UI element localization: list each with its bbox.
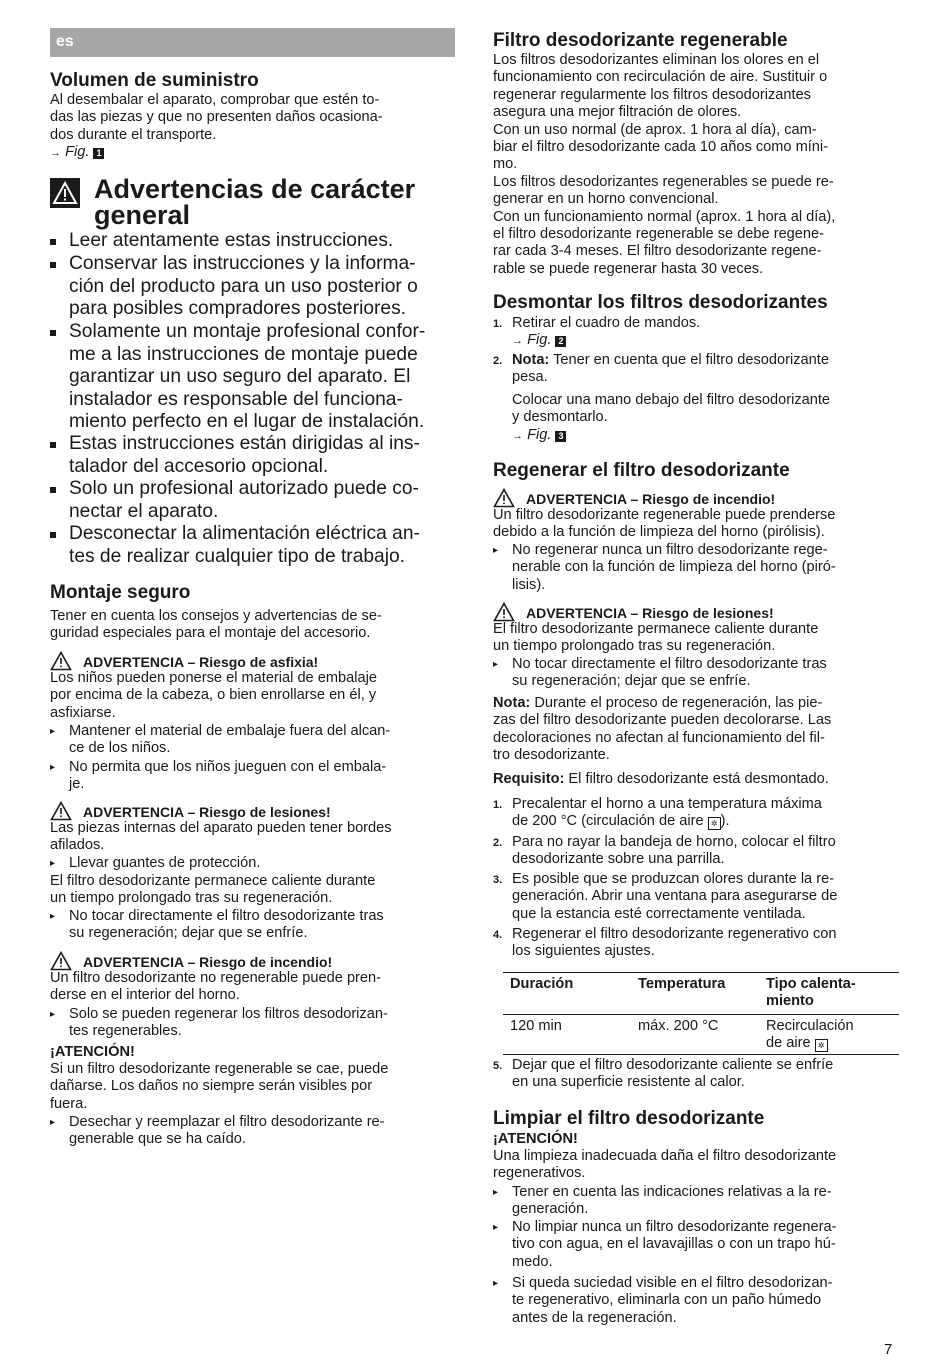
attention-title: ¡ATENCIÓN! — [493, 1131, 578, 1147]
warning-icon — [50, 178, 80, 208]
arrow-bullet-icon: ▸ — [493, 1187, 499, 1198]
attention-title: ¡ATENCIÓN! — [50, 1044, 135, 1060]
section-title-filtro: Filtro desodorizante regenerable — [493, 30, 788, 51]
fig-ref: → Fig. 1 — [50, 144, 455, 162]
warning-lesiones-text: El filtro desodorizante permanece caliente durante un tiempo prolongado tras su regeneración. — [493, 621, 819, 655]
section-title-limpiar: Limpiar el filtro desodorizante — [493, 1108, 765, 1129]
warning-triangle-icon — [50, 651, 72, 671]
fig-ref: → Fig. 3 — [512, 427, 901, 445]
warning-triangle-icon — [493, 602, 515, 622]
table-header: Duración — [503, 973, 631, 1015]
nota-text: Nota: Durante el proceso de regeneración, las pie- zas del filtro desodorizante pueden decolorarse. Las decoloraciones no afectan al funcionamiento del fil- tro desodorizante. — [493, 695, 832, 764]
list-item: Solamente un montaje profesional confor- me a las instrucciones de montaje puede garantizar un uso seguro del aparato. El instalador es responsable del funciona- miento perfecto en el lugar de instalación. — [69, 321, 426, 433]
arrow-bullet-icon: ▸ — [493, 1278, 499, 1289]
bullet-square — [50, 239, 56, 245]
bullet-square — [50, 442, 56, 448]
bullet-square — [50, 330, 56, 336]
language-label: es — [56, 33, 74, 50]
attention-text: Una limpieza inadecuada daña el filtro desodorizante regenerativos. — [493, 1148, 837, 1182]
fig-ref: → Fig. 2 — [512, 332, 901, 350]
arrow-bullet-icon: ▸ — [50, 1117, 56, 1128]
page-number: 7 — [884, 1341, 893, 1358]
arrow-bullet-icon: ▸ — [50, 1009, 56, 1020]
arrow-bullet-icon: ▸ — [50, 762, 56, 773]
list-item: Desconectar la alimentación eléctrica an- tes de realizar cualquier tipo de trabajo. — [69, 523, 420, 567]
arrow-bullet-icon: ▸ — [50, 726, 56, 737]
volumen-text — [50, 92, 455, 163]
list-item: Estas instrucciones están dirigidas al ins- talador del accesorio opcional. — [69, 433, 420, 477]
section-title-montaje: Montaje seguro — [50, 582, 191, 603]
section-title-regenerar: Regenerar el filtro desodorizante — [493, 460, 790, 481]
arrow-bullet-icon: ▸ — [493, 659, 499, 670]
table-header: Temperatura — [631, 973, 759, 1015]
list-item: Leer atentamente estas instrucciones. — [69, 230, 394, 251]
warning-triangle-icon — [50, 801, 72, 821]
attention-text: Si un filtro desodorizante regenerable se cae, puede dañarse. Los daños no siempre serán visibles por fuera. — [50, 1061, 389, 1112]
table-cell: Recirculación de aire ✲ — [759, 1015, 899, 1055]
requisito-text: Requisito: El filtro desodorizante está desmontado. — [493, 771, 829, 787]
table-header-row — [503, 973, 899, 1015]
warning-triangle-icon — [493, 488, 515, 508]
list-item: Conservar las instrucciones y la informa- ción del producto para un uso posterior o para posibles compradores posteriores. — [69, 253, 418, 320]
montaje-intro: Tener en cuenta los consejos y advertencias de se- guridad especiales para el montaje del accesorio. — [50, 608, 382, 642]
arrow-bullet-icon: ▸ — [50, 858, 56, 869]
warning-incendio-text: Un filtro desodorizante no regenerable puede pren- derse en el interior del horno. — [50, 970, 382, 1004]
arrow-bullet-icon: ▸ — [493, 1222, 499, 1233]
section-title-volumen: Volumen de suministro — [50, 70, 259, 91]
fan-heating-icon: ✲ — [815, 1039, 828, 1052]
section-title-advertencias: Advertencias de carácter general — [94, 174, 416, 230]
settings-table — [503, 972, 899, 1055]
arrow-bullet-icon: ▸ — [50, 911, 56, 922]
warning-asfixia-text: Los niños pueden ponerse el material de embalaje por encima de la cabeza, o bien enrollarse en él, y asfixiarse. — [50, 670, 377, 721]
text-line: Al desembalar el aparato, comprobar que estén to- — [50, 92, 380, 108]
table-row — [503, 1015, 899, 1055]
arrow-bullet-icon: ▸ — [493, 545, 499, 556]
section-title-desmontar: Desmontar los filtros desodorizantes — [493, 292, 828, 313]
bullet-square — [50, 532, 56, 538]
language-bar — [50, 28, 455, 57]
bullet-square — [50, 487, 56, 493]
fig-number: 1 — [93, 148, 104, 159]
table-cell: máx. 200 °C — [631, 1015, 759, 1055]
list-item: Solo un profesional autorizado puede co- nectar el aparato. — [69, 478, 419, 522]
warning-incendio-text: Un filtro desodorizante regenerable puede prenderse debido a la función de limpieza del horno (pirólisis). — [493, 507, 836, 541]
text-line: das las piezas y que no presenten daños ocasiona- — [50, 109, 383, 126]
bullet-square — [50, 262, 56, 268]
filtro-text: Los filtros desodorizantes eliminan los olores en el funcionamiento con recirculación de aire. Sustituir o regenerar regularmente los filtros desodorizantes asegura una mejor filtración de olores. Con un uso normal (de aprox. 1 hora al día), cam- biar el filtro desodorizante cada 10 años como míni- mo. Los filtros desodorizantes regenerables se puede re- generar en un horno convencional. Con un funcionamiento normal (aprox. 1 hora al día), el filtro desodorizante regenerable se debe regene- rar cada 3-4 meses. El filtro desodorizante regene- rable se puede regenerar hasta 30 veces. — [493, 52, 836, 277]
fan-heating-icon: ✲ — [708, 817, 721, 830]
warning-lesiones-text: Las piezas internas del aparato pueden tener bordes afilados. — [50, 820, 392, 854]
warning-lesiones-text2: El filtro desodorizante permanece caliente durante un tiempo prolongado tras su regeneración. — [50, 873, 376, 907]
table-header: Tipo calenta- miento — [759, 973, 899, 1015]
fig-number: 2 — [555, 336, 566, 347]
fig-number: 3 — [555, 431, 566, 442]
warning-triangle-icon — [50, 951, 72, 971]
text-line: dos durante el transporte. — [50, 126, 217, 143]
table-cell: 120 min — [503, 1015, 631, 1055]
